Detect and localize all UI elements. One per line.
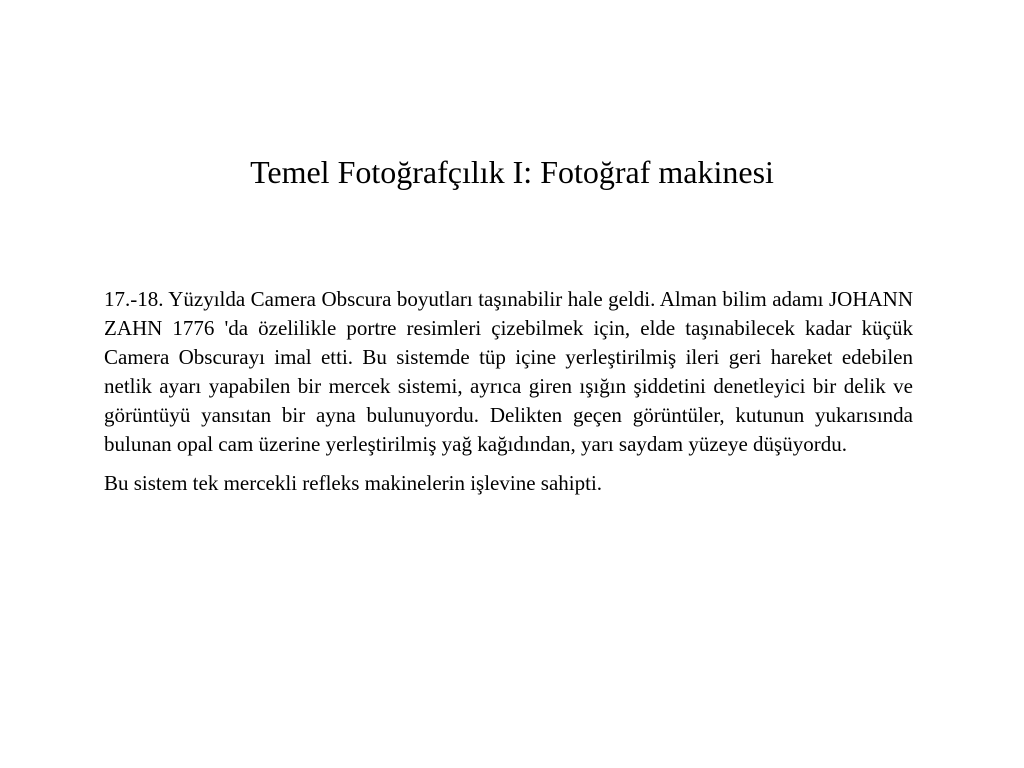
body-paragraph-reflex-function: Bu sistem tek mercekli refleks makinelerin işlevine sahipti. bbox=[104, 471, 603, 495]
slide-title: Temel Fotoğrafçılık I: Fotoğraf makinesi bbox=[250, 154, 774, 190]
slide-body bbox=[104, 285, 913, 498]
body-paragraph-camera-obscura-history: 17.-18. Yüzyılda Camera Obscura boyutları taşınabilir hale geldi. Alman bilim adamı JOHANN ZAHN 1776 'da özelilikle portre resimleri çizebilmek için, elde taşınabilecek kadar küçük Camera Obscurayı imal etti. Bu sistemde tüp içine yerleştirilmiş ileri geri hareket edebilen netlik ayarı yapabilen bir mercek sistemi, ayrıca giren ışığın şiddetini denetleyici bir delik ve görüntüyü yansıtan bir ayna bulunuyordu. Delikten geçen görüntüler, kutunun yukarısında bulunan opal cam üzerine yerleştirilmiş yağ kağıdından, yarı saydam yüzeye düşüyordu. bbox=[104, 287, 913, 456]
